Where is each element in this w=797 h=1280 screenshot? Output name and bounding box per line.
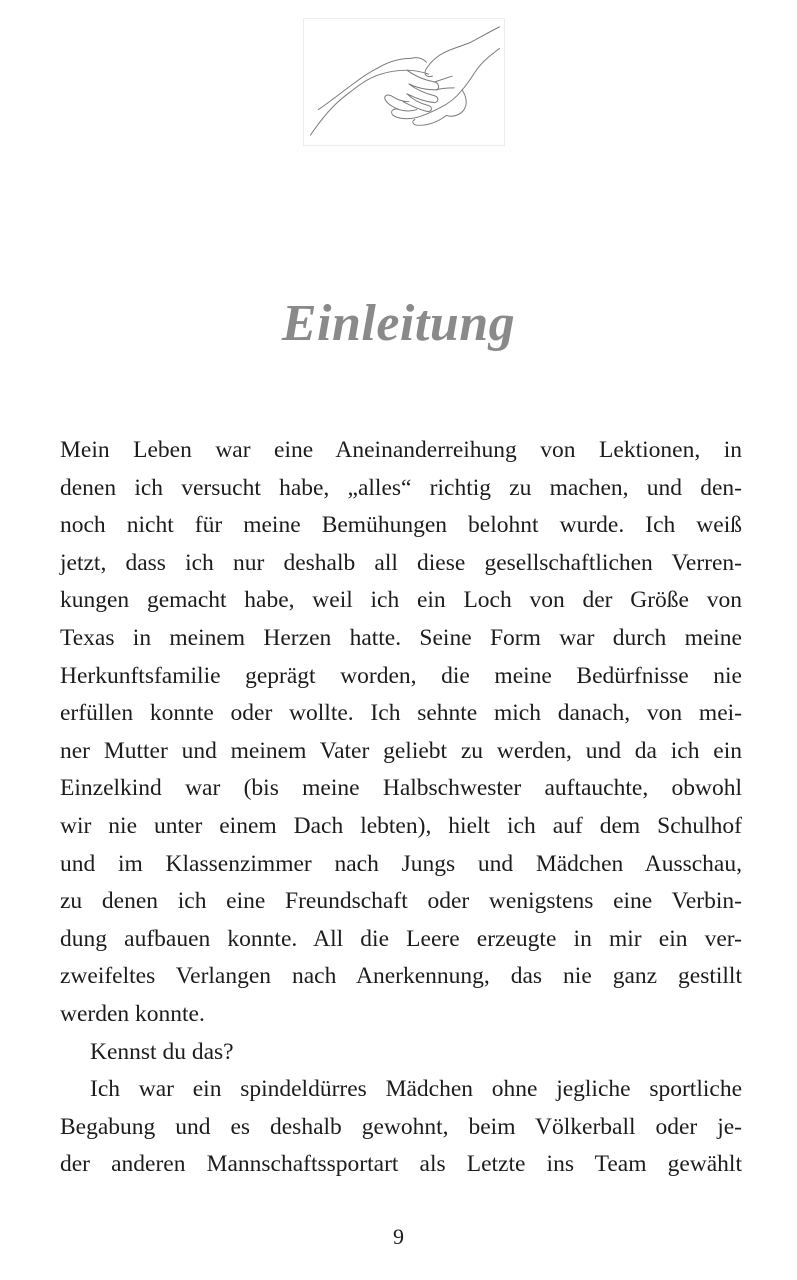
text-line: werden konnte. [60, 1000, 205, 1027]
text-line: zu denen ich eine Freundschaft oder wenigstens eine Verbin- [60, 888, 742, 915]
text-line: Einzelkind war (bis meine Halbschwester auftauchte, obwohl [60, 775, 742, 802]
holding-hands-illustration [303, 18, 505, 146]
text-line: wir nie unter einem Dach lebten), hielt ich auf dem Schulhof [60, 812, 742, 839]
text-line: Ich war ein spindeldürres Mädchen ohne jegliche sportliche [90, 1076, 742, 1103]
chapter-title: Einleitung [281, 295, 516, 352]
text-line: kungen gemacht habe, weil ich ein Loch von der Größe von [60, 587, 742, 614]
page-number: 9 [393, 1224, 404, 1249]
text-line: Herkunftsfamilie geprägt worden, die meine Bedürfnisse nie [60, 662, 742, 689]
text-line: Begabung und es deshalb gewohnt, beim Völkerball oder je- [60, 1113, 742, 1140]
text-line: ner Mutter und meinem Vater geliebt zu werden, und da ich ein [60, 737, 742, 764]
holding-hands-icon [304, 19, 504, 145]
paragraph [60, 432, 742, 1034]
text-line: dung aufbauen konnte. All die Leere erzeugte in mir ein ver- [60, 925, 742, 952]
text-line: jetzt, dass ich nur deshalb all diese gesellschaftlichen Verren- [60, 549, 742, 576]
body-text [60, 432, 742, 1184]
text-line: erfüllen konnte oder wollte. Ich sehnte mich danach, von mei- [60, 700, 742, 727]
paragraph [60, 1034, 742, 1072]
text-line: und im Klassenzimmer nach Jungs und Mädchen Ausschau, [60, 850, 742, 877]
text-line: noch nicht für meine Bemühungen belohnt wurde. Ich weiß [60, 512, 742, 539]
text-line: der anderen Mannschaftssportart als Letzte ins Team gewählt [60, 1151, 742, 1178]
text-line: denen ich versucht habe, „alles“ richtig zu machen, und den- [60, 474, 742, 501]
text-line: Texas in meinem Herzen hatte. Seine Form war durch meine [60, 624, 742, 651]
text-line: Kennst du das? [90, 1038, 234, 1065]
paragraph [60, 1071, 742, 1184]
text-line: Mein Leben war eine Aneinanderreihung von Lektionen, in [60, 437, 742, 463]
text-line: zweifeltes Verlangen nach Anerkennung, das nie ganz gestillt [60, 963, 742, 990]
